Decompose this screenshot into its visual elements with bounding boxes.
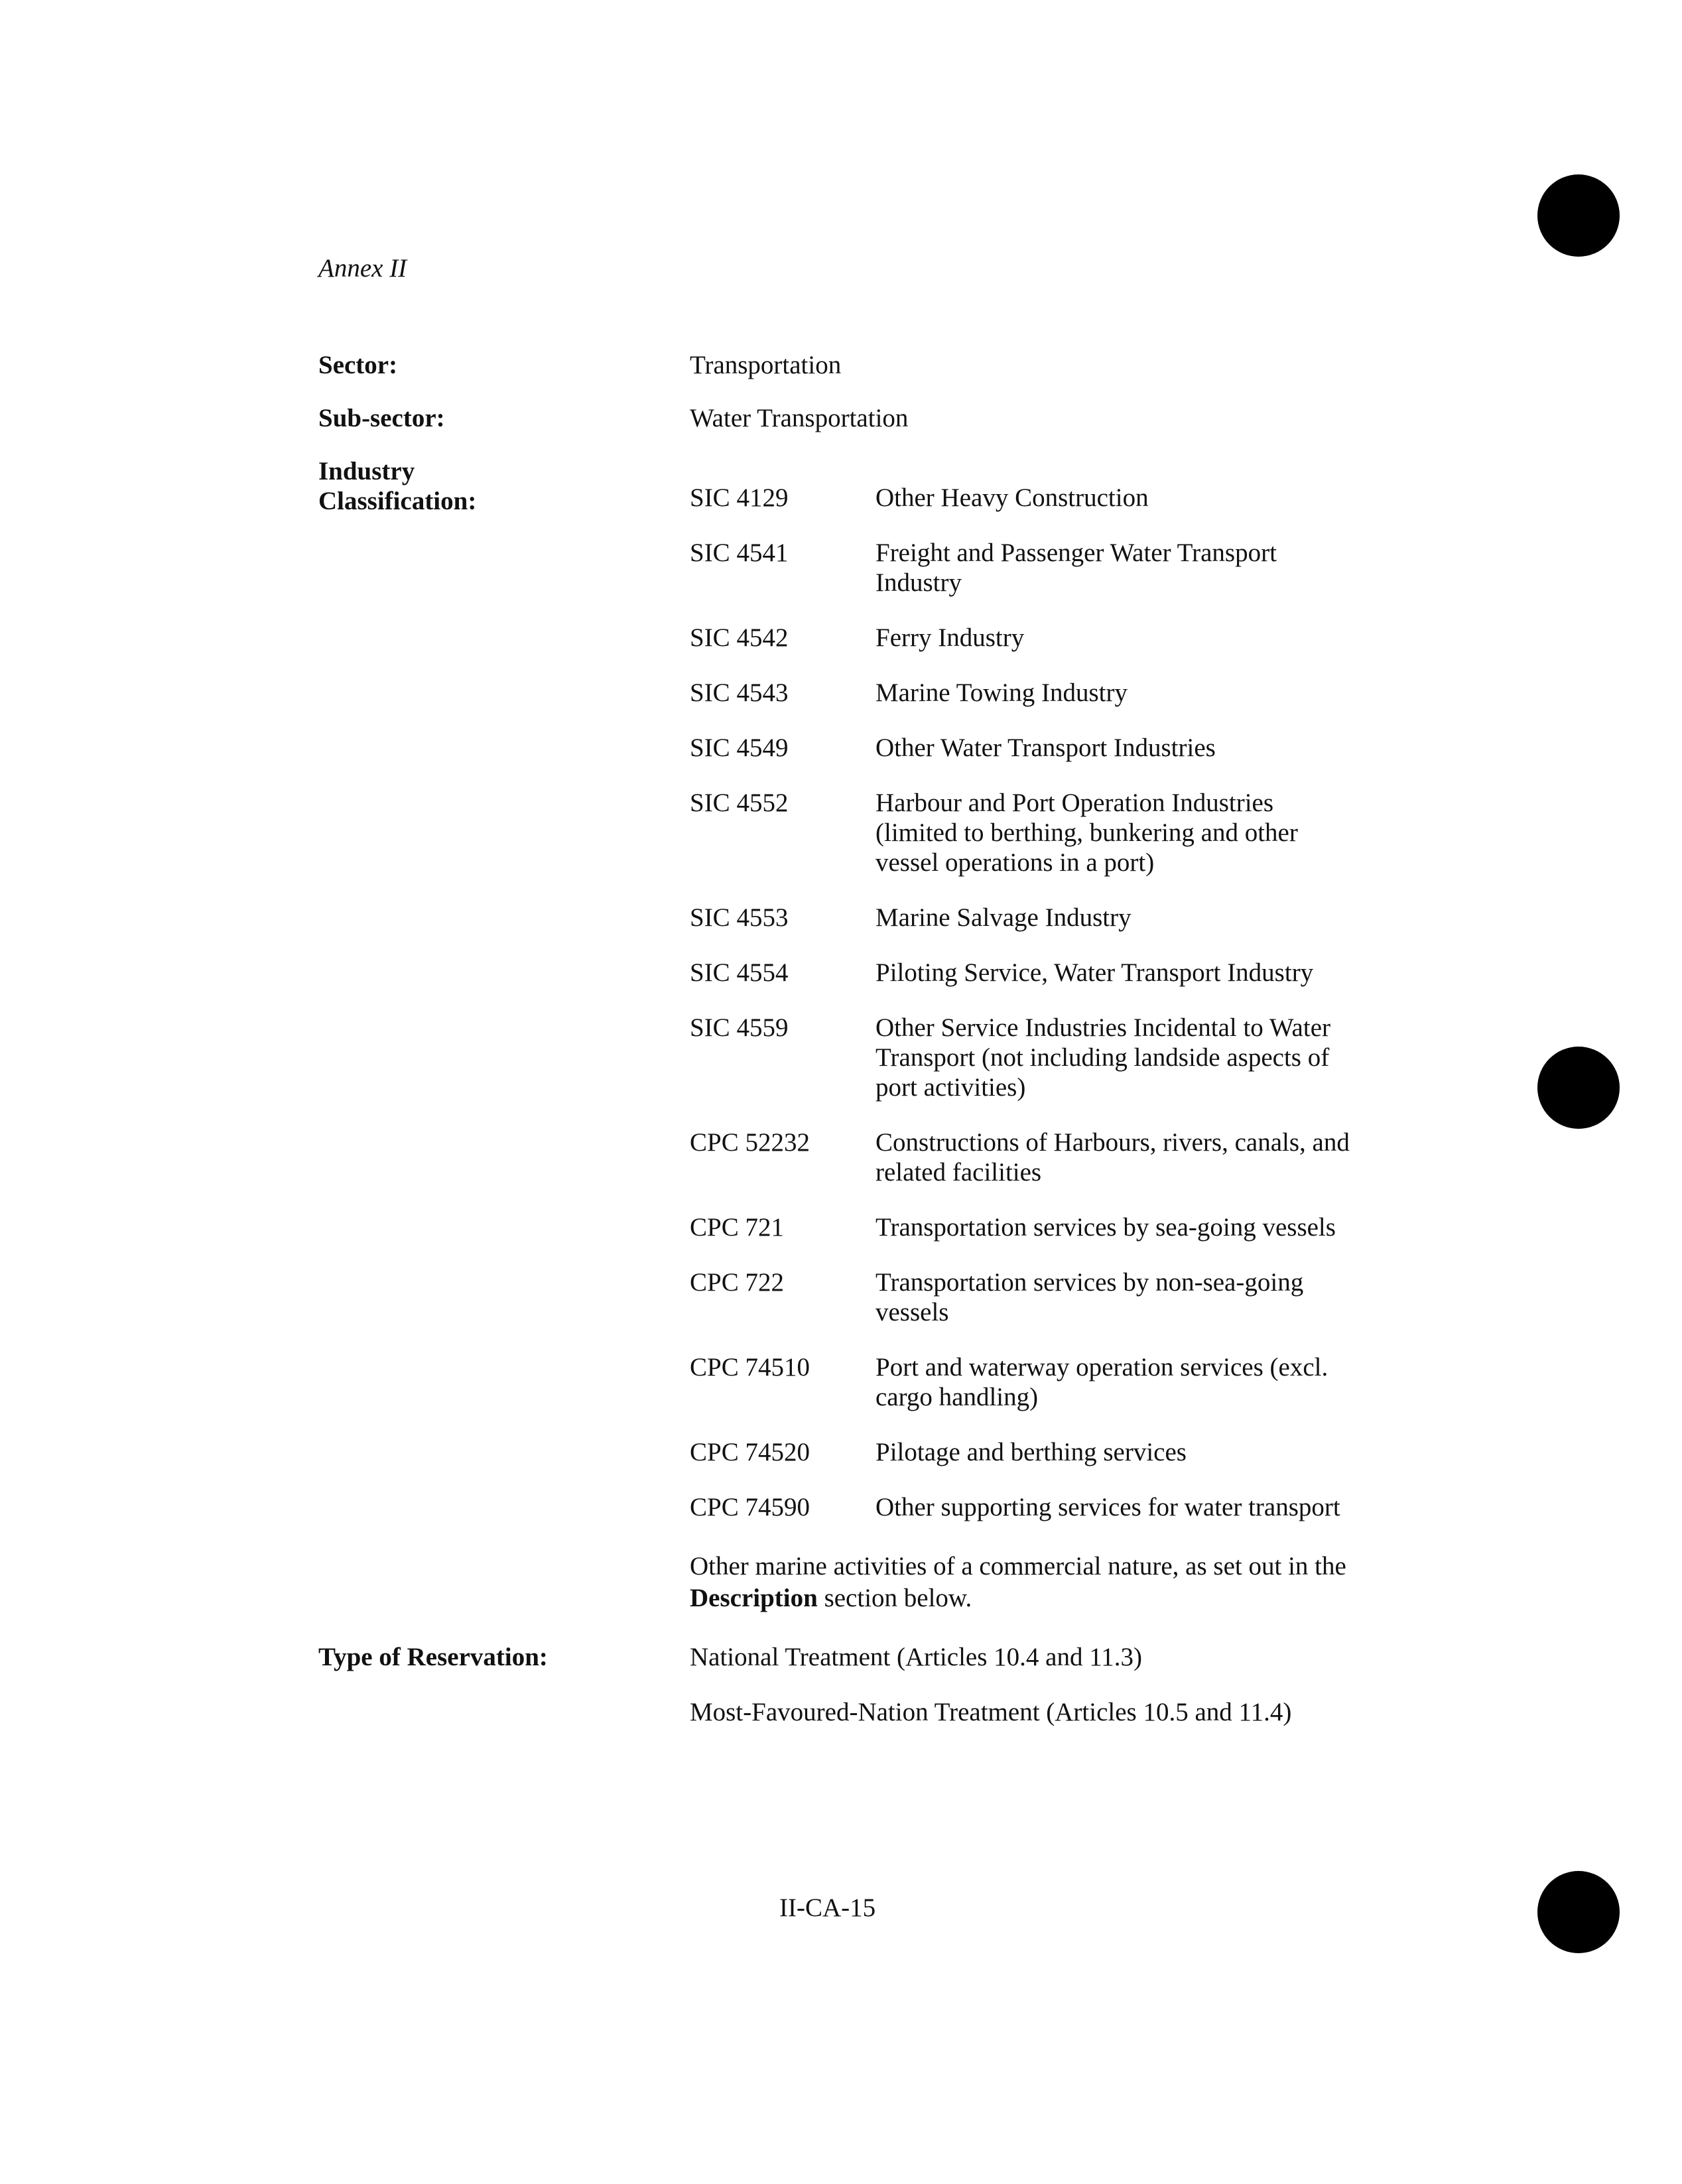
classification-description: Marine Salvage Industry [875,903,1132,932]
page-number: II-CA-15 [779,1894,876,1922]
reservation-value-national: National Treatment (Articles 10.4 and 11.3) [690,1643,1143,1671]
sector-value: Transportation [690,351,842,379]
classification-description: Port and waterway operation services (excl. cargo handling) [875,1353,1328,1411]
classification-code: CPC 722 [690,1268,784,1297]
subsector-label: Sub-sector: [318,404,445,432]
classification-description: Other supporting services for water transport [875,1493,1340,1521]
subsector-value: Water Transportation [690,404,909,432]
sector-label: Sector: [318,351,398,379]
industry-classification-label [318,456,476,516]
classification-description: Transportation services by sea-going vessels [875,1213,1336,1242]
classification-row [690,788,1353,877]
classification-row [690,538,1353,598]
classification-code: SIC 4129 [690,483,789,512]
classification-code: CPC 721 [690,1213,784,1242]
classification-code: SIC 4542 [690,623,789,652]
classification-description: Pilotage and berthing services [875,1438,1187,1466]
other-activities-note [690,1551,1353,1614]
classification-row [690,623,1353,653]
classification-row [690,1212,1353,1242]
classification-row [690,1492,1353,1522]
classification-code: SIC 4549 [690,734,789,762]
classification-row [690,678,1353,708]
industry-label-line1: Industry [318,457,415,485]
classification-code: SIC 4541 [690,539,789,567]
binder-hole-top [1537,174,1620,257]
classification-row [690,733,1353,763]
annex-header: Annex II [318,254,407,283]
note-suffix: section below. [817,1584,972,1612]
classification-description: Other Service Industries Incidental to Water Transport (not including landside aspects of port activities) [875,1013,1330,1102]
reservation-value-mfn: Most-Favoured-Nation Treatment (Articles 10.5 and 11.4) [690,1698,1292,1726]
classification-description: Transportation services by non-sea-going vessels [875,1268,1304,1326]
classification-row [690,483,1353,513]
classification-row [690,1267,1353,1327]
reservation-label: Type of Reservation: [318,1643,548,1671]
classification-row [690,1127,1353,1187]
classification-code: SIC 4559 [690,1013,789,1042]
classification-table [690,483,1353,1547]
classification-code: CPC 74590 [690,1493,810,1521]
note-prefix: Other marine activities of a commercial nature, as set out in the [690,1552,1346,1580]
classification-code: SIC 4553 [690,903,789,932]
classification-description: Piloting Service, Water Transport Industry [875,958,1314,987]
classification-description: Other Heavy Construction [875,483,1149,512]
binder-hole-bottom [1537,1871,1620,1953]
classification-row [690,1352,1353,1412]
classification-row [690,903,1353,932]
classification-description: Constructions of Harbours, rivers, canals, and related facilities [875,1128,1350,1187]
classification-code: SIC 4552 [690,789,789,817]
classification-code: CPC 74510 [690,1353,810,1381]
classification-row [690,958,1353,988]
classification-row [690,1013,1353,1102]
note-description-term: Description [690,1584,818,1612]
classification-description: Freight and Passenger Water Transport Industry [875,539,1277,597]
classification-description: Marine Towing Industry [875,678,1128,707]
classification-description: Ferry Industry [875,623,1025,652]
classification-code: SIC 4554 [690,958,789,987]
industry-label-line2: Classification: [318,487,477,515]
binder-hole-middle [1537,1047,1620,1129]
classification-code: CPC 52232 [690,1128,810,1157]
classification-description: Harbour and Port Operation Industries (limited to berthing, bunkering and other vessel operations in a port) [875,789,1298,877]
classification-code: CPC 74520 [690,1438,810,1466]
classification-description: Other Water Transport Industries [875,734,1216,762]
classification-row [690,1437,1353,1467]
classification-code: SIC 4543 [690,678,789,707]
